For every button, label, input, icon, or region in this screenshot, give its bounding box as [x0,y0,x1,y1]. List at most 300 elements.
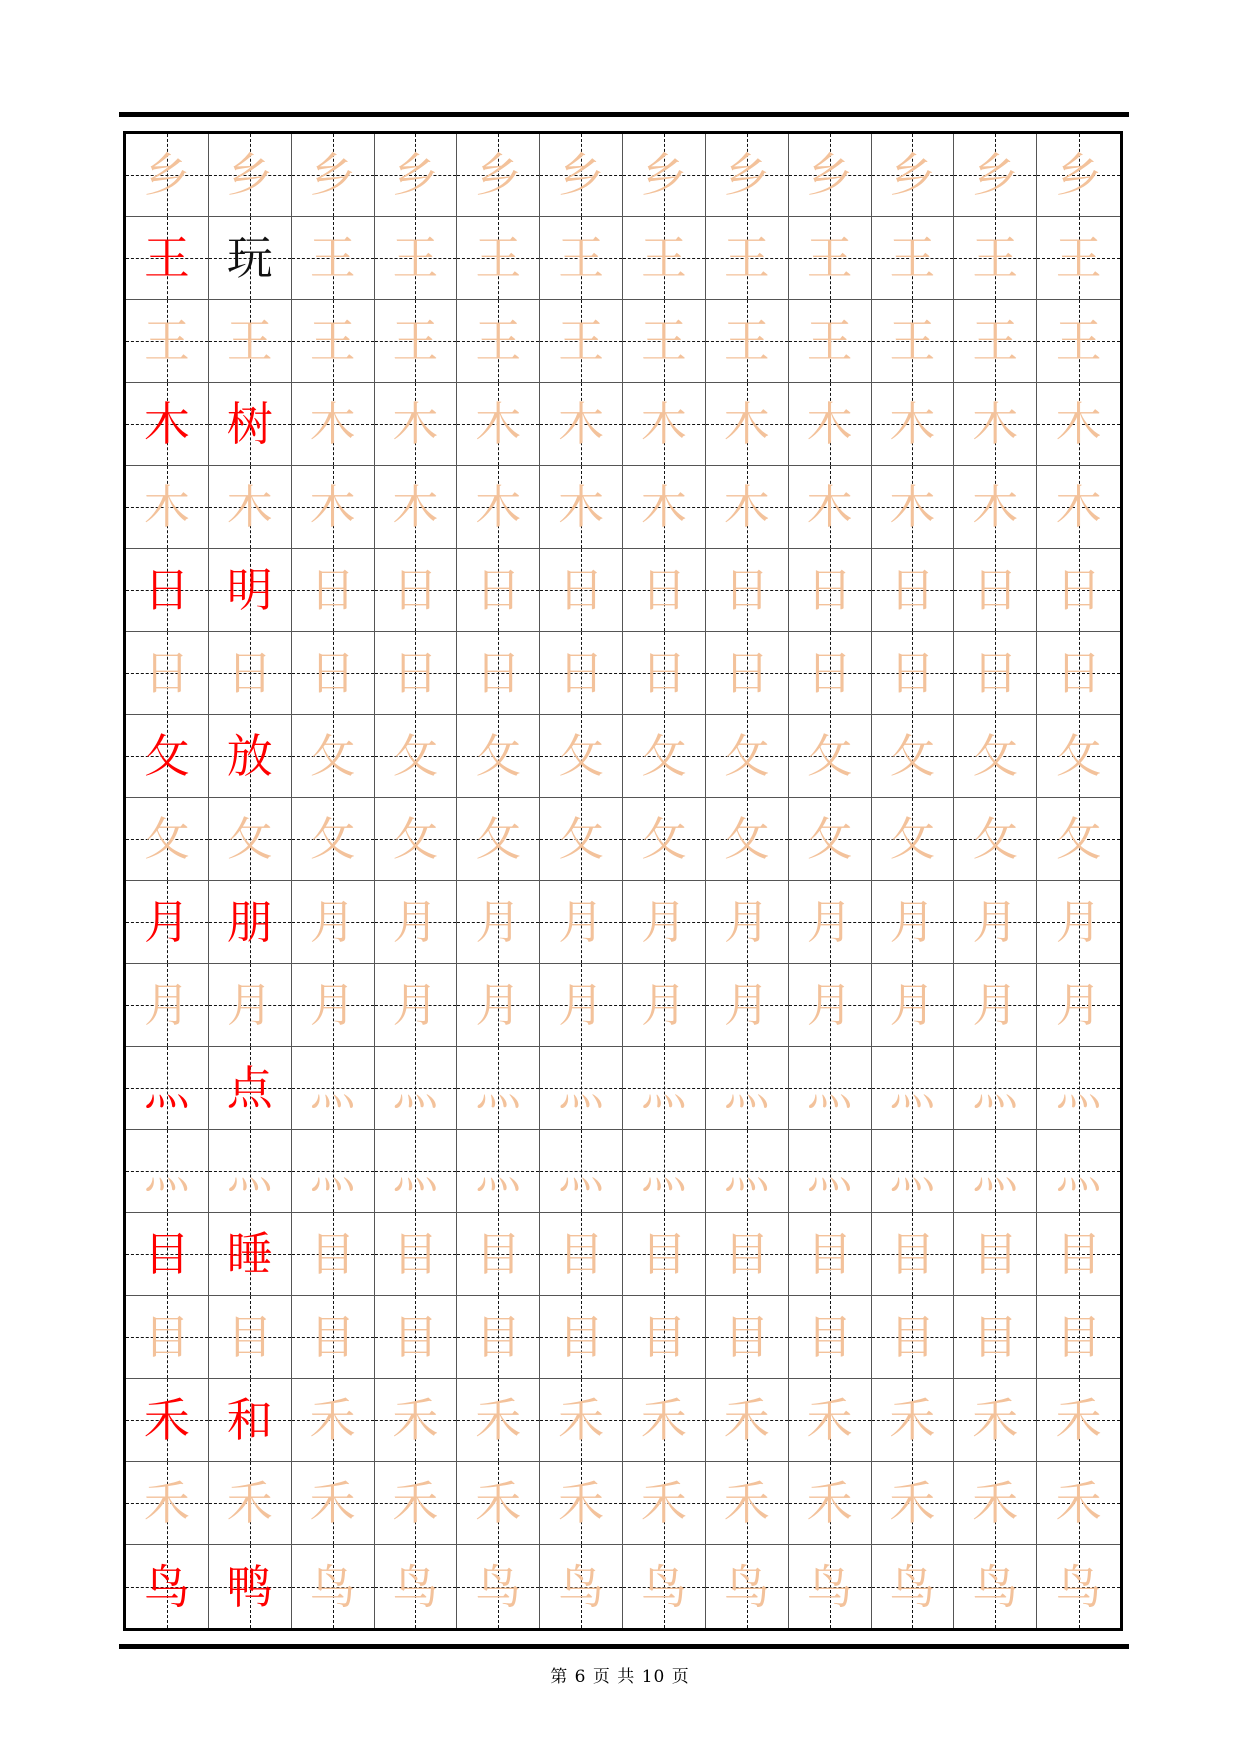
trace-character: 月 [640,978,687,1032]
grid-cell [872,1545,955,1628]
trace-character: 木 [1055,480,1102,534]
grid-cell [540,549,623,632]
trace-character: 目 [972,1227,1019,1281]
grid-cell [540,1545,623,1628]
trace-character: 禾 [226,1476,273,1530]
grid-cell [375,1296,458,1379]
trace-character: 木 [475,480,522,534]
trace-character: 王 [475,231,522,285]
grid-cell [706,1545,789,1628]
grid-cell [872,134,955,217]
grid-cell [292,1047,375,1130]
trace-character: 鸟 [806,1559,853,1614]
trace-character: 灬 [723,1061,770,1115]
grid-cell [126,300,209,383]
grid-cell [954,1296,1037,1379]
trace-character: 木 [558,397,605,451]
trace-character: 王 [1055,314,1102,368]
tian-zi-grid [123,131,1123,1631]
grid-cell [126,715,209,798]
grid-cell [457,1545,540,1628]
grid-cell [623,1130,706,1213]
grid-cell [540,881,623,964]
grid-cell [457,1462,540,1545]
trace-character: 王 [806,231,853,285]
trace-character: 灬 [558,1144,605,1198]
trace-character: 灬 [806,1144,853,1198]
trace-character: 王 [723,314,770,368]
grid-cell [706,134,789,217]
grid-cell [872,632,955,715]
grid-cell [375,1130,458,1213]
grid-cell [375,632,458,715]
grid-cell [954,466,1037,549]
grid-cell [375,1047,458,1130]
grid-cell [457,1130,540,1213]
grid-cell [457,1379,540,1462]
trace-character: 王 [226,314,273,368]
grid-cell [540,1047,623,1130]
trace-character: 乡 [475,148,522,202]
trace-character: 禾 [558,1476,605,1530]
trace-character: 攵 [723,812,770,866]
trace-character: 王 [558,314,605,368]
trace-character: 鸟 [972,1559,1019,1614]
trace-character: 日 [475,563,522,617]
trace-character: 日 [723,646,770,700]
trace-character: 灬 [309,1061,356,1115]
trace-character: 木 [889,480,936,534]
trace-character: 目 [723,1227,770,1281]
trace-character: 目 [806,1227,853,1281]
grid-cell [1037,466,1120,549]
grid-cell [789,383,872,466]
trace-character: 禾 [1055,1393,1102,1447]
trace-character: 目 [226,1310,273,1364]
trace-character: 王 [392,314,439,368]
trace-character: 月 [309,895,356,949]
grid-cell [706,1296,789,1379]
grid-cell [375,1379,458,1462]
grid-cell [872,466,955,549]
trace-character: 乡 [723,148,770,202]
trace-character: 月 [972,978,1019,1032]
trace-character: 灬 [640,1061,687,1115]
grid-cell [540,715,623,798]
trace-character: 灬 [475,1144,522,1198]
grid-cell [789,134,872,217]
grid-cell [872,1047,955,1130]
grid-cell [126,134,209,217]
trace-character: 鸟 [889,1559,936,1614]
grid-cell [623,715,706,798]
grid-cell [706,217,789,300]
grid-cell [623,1545,706,1628]
grid-cell [540,300,623,383]
grid-cell [126,383,209,466]
grid-cell [872,1462,955,1545]
trace-character: 攵 [889,812,936,866]
trace-character: 月 [392,978,439,1032]
trace-character: 目 [309,1310,356,1364]
trace-character: 乡 [558,148,605,202]
grid-cell [457,1296,540,1379]
grid-cell [292,300,375,383]
grid-cell [540,632,623,715]
trace-character: 王 [640,231,687,285]
trace-character: 目 [309,1227,356,1281]
grid-cell [789,1296,872,1379]
trace-character: 攵 [889,729,936,783]
grid-cell [126,466,209,549]
grid-cell [706,964,789,1047]
grid-cell [292,798,375,881]
grid-cell [292,1462,375,1545]
grid-cell [623,1047,706,1130]
grid-cell [789,715,872,798]
trace-character: 禾 [889,1393,936,1447]
trace-character: 木 [1055,397,1102,451]
grid-cell [209,632,292,715]
grid-cell [954,798,1037,881]
grid-cell [623,632,706,715]
trace-character: 王 [972,314,1019,368]
trace-character: 鸟 [640,1559,687,1614]
grid-cell [457,549,540,632]
grid-cell [375,798,458,881]
trace-character: 目 [558,1227,605,1281]
trace-character: 禾 [806,1476,853,1530]
page-footer: 第 6 页 共 10 页 [550,1667,690,1687]
grid-cell [789,549,872,632]
model-component-character: 禾 [143,1393,190,1447]
trace-character: 目 [889,1227,936,1281]
trace-character: 禾 [558,1393,605,1447]
trace-character: 攵 [143,812,190,866]
grid-cell [1037,1379,1120,1462]
model-example-character: 和 [226,1393,273,1447]
trace-character: 木 [309,480,356,534]
trace-character: 木 [806,480,853,534]
grid-cell [1037,632,1120,715]
grid-cell [126,1296,209,1379]
trace-character: 王 [723,231,770,285]
trace-character: 木 [392,480,439,534]
grid-cell [126,798,209,881]
grid-cell [292,466,375,549]
grid-cell [375,881,458,964]
grid-cell [209,217,292,300]
grid-cell [126,1462,209,1545]
grid-cell [209,715,292,798]
trace-character: 禾 [392,1393,439,1447]
grid-cell [375,1462,458,1545]
grid-cell [457,1047,540,1130]
trace-character: 王 [392,231,439,285]
trace-character: 月 [226,978,273,1032]
grid-cell [209,881,292,964]
trace-character: 日 [143,646,190,700]
trace-character: 灬 [475,1061,522,1115]
trace-character: 目 [1055,1310,1102,1364]
grid-cell [623,300,706,383]
model-component-character: 月 [143,895,190,949]
trace-character: 目 [640,1227,687,1281]
grid-cell [706,1047,789,1130]
trace-character: 灬 [392,1144,439,1198]
model-component-character: 目 [143,1227,190,1281]
trace-character: 灬 [889,1061,936,1115]
grid-cell [540,466,623,549]
trace-character: 攵 [392,812,439,866]
grid-cell [1037,881,1120,964]
grid-cell [540,134,623,217]
trace-character: 攵 [1055,729,1102,783]
trace-character: 禾 [392,1476,439,1530]
trace-character: 攵 [723,729,770,783]
grid-cell [126,1047,209,1130]
trace-character: 攵 [806,729,853,783]
trace-character: 乡 [640,148,687,202]
trace-character: 目 [558,1310,605,1364]
trace-character: 王 [889,231,936,285]
trace-character: 乡 [143,148,190,202]
trace-character: 禾 [1055,1476,1102,1530]
grid-cell [375,300,458,383]
grid-cell [954,1545,1037,1628]
trace-character: 木 [475,397,522,451]
trace-character: 日 [392,646,439,700]
grid-cell [789,1545,872,1628]
grid-cell [209,964,292,1047]
grid-cell [789,1462,872,1545]
trace-character: 王 [640,314,687,368]
grid-cell [954,1047,1037,1130]
grid-cell [872,217,955,300]
grid-cell [954,217,1037,300]
grid-cell [706,798,789,881]
trace-character: 日 [889,563,936,617]
grid-cell [954,300,1037,383]
top-rule [119,112,1129,117]
grid-cell [872,549,955,632]
model-example-character: 睡 [226,1227,273,1281]
grid-cell [789,881,872,964]
grid-cell [706,632,789,715]
grid-cell [1037,134,1120,217]
trace-character: 灬 [1055,1061,1102,1115]
grid-cell [1037,383,1120,466]
trace-character: 攵 [1055,812,1102,866]
trace-character: 月 [475,895,522,949]
grid-cell [540,217,623,300]
trace-character: 王 [1055,231,1102,285]
grid-cell [706,1379,789,1462]
grid-cell [540,383,623,466]
grid-cell [623,549,706,632]
grid-cell [789,1130,872,1213]
grid-cell [457,300,540,383]
grid-cell [209,383,292,466]
grid-cell [375,1545,458,1628]
grid-cell [1037,300,1120,383]
grid-cell [789,964,872,1047]
grid-cell [1037,964,1120,1047]
trace-character: 攵 [309,812,356,866]
grid-cell [872,964,955,1047]
grid-cell [954,715,1037,798]
grid-cell [954,881,1037,964]
model-example-character: 玩 [226,231,273,285]
trace-character: 攵 [475,729,522,783]
grid-cell [292,549,375,632]
grid-cell [457,715,540,798]
trace-character: 目 [889,1310,936,1364]
trace-character: 木 [640,480,687,534]
grid-cell [209,1047,292,1130]
trace-character: 目 [475,1310,522,1364]
trace-character: 鸟 [475,1559,522,1614]
trace-character: 目 [143,1310,190,1364]
grid-cell [457,466,540,549]
trace-character: 木 [226,480,273,534]
grid-cell [375,134,458,217]
model-example-character: 明 [226,563,273,617]
grid-cell [872,1296,955,1379]
trace-character: 灬 [1055,1144,1102,1198]
grid-cell [292,383,375,466]
trace-character: 攵 [640,729,687,783]
model-component-character: 日 [143,563,190,617]
trace-character: 乡 [309,148,356,202]
grid-cell [872,1130,955,1213]
model-example-character: 点 [226,1061,273,1115]
trace-character: 禾 [723,1393,770,1447]
grid-cell [375,964,458,1047]
trace-character: 木 [392,397,439,451]
grid-cell [1037,1047,1120,1130]
grid-cell [292,1545,375,1628]
grid-cell [375,217,458,300]
trace-character: 木 [889,397,936,451]
trace-character: 木 [806,397,853,451]
grid-cell [126,1379,209,1462]
grid-cell [872,1379,955,1462]
trace-character: 禾 [475,1476,522,1530]
grid-cell [126,881,209,964]
grid-cell [457,217,540,300]
trace-character: 鸟 [309,1559,356,1614]
trace-character: 月 [972,895,1019,949]
grid-cell [872,881,955,964]
grid-cell [540,1296,623,1379]
trace-character: 鸟 [723,1559,770,1614]
trace-character: 日 [806,563,853,617]
grid-cell [872,798,955,881]
grid-cell [457,798,540,881]
grid-cell [457,964,540,1047]
trace-character: 乡 [806,148,853,202]
grid-cell [375,715,458,798]
trace-character: 月 [806,895,853,949]
trace-character: 月 [558,895,605,949]
grid-cell [954,632,1037,715]
grid-cell [623,1213,706,1296]
grid-cell [209,1213,292,1296]
grid-cell [126,217,209,300]
grid-cell [375,1213,458,1296]
grid-cell [126,549,209,632]
grid-cell [292,964,375,1047]
trace-character: 禾 [640,1393,687,1447]
trace-character: 王 [309,231,356,285]
grid-cell [954,1379,1037,1462]
grid-cell [623,964,706,1047]
trace-character: 王 [972,231,1019,285]
trace-character: 攵 [475,812,522,866]
grid-cell [292,1296,375,1379]
trace-character: 灬 [806,1061,853,1115]
grid-cell [872,300,955,383]
trace-character: 目 [392,1310,439,1364]
trace-character: 禾 [475,1393,522,1447]
trace-character: 木 [972,397,1019,451]
trace-character: 日 [309,563,356,617]
model-component-character: 灬 [143,1061,190,1115]
trace-character: 日 [806,646,853,700]
grid-cell [375,466,458,549]
grid-cell [1037,1213,1120,1296]
trace-character: 月 [889,895,936,949]
trace-character: 木 [640,397,687,451]
trace-character: 日 [309,646,356,700]
trace-character: 禾 [309,1476,356,1530]
model-component-character: 攵 [143,729,190,783]
trace-character: 月 [1055,895,1102,949]
grid-cell [540,1379,623,1462]
trace-character: 月 [723,895,770,949]
grid-cell [1037,1545,1120,1628]
trace-character: 目 [475,1227,522,1281]
grid-cell [457,383,540,466]
grid-cell [126,1545,209,1628]
grid-cell [292,881,375,964]
grid-cell [1037,1296,1120,1379]
trace-character: 月 [889,978,936,1032]
trace-character: 月 [640,895,687,949]
grid-cell [209,466,292,549]
trace-character: 乡 [972,148,1019,202]
grid-cell [789,632,872,715]
trace-character: 攵 [309,729,356,783]
trace-character: 攵 [558,729,605,783]
model-example-character: 树 [226,397,273,451]
trace-character: 攵 [558,812,605,866]
trace-character: 乡 [889,148,936,202]
grid-cell [623,881,706,964]
grid-cell [954,964,1037,1047]
grid-cell [623,383,706,466]
trace-character: 月 [806,978,853,1032]
trace-character: 木 [143,480,190,534]
trace-character: 日 [972,646,1019,700]
trace-character: 鸟 [1055,1559,1102,1614]
grid-cell [706,383,789,466]
trace-character: 乡 [392,148,439,202]
grid-cell [209,1545,292,1628]
grid-cell [292,1379,375,1462]
grid-cell [623,217,706,300]
